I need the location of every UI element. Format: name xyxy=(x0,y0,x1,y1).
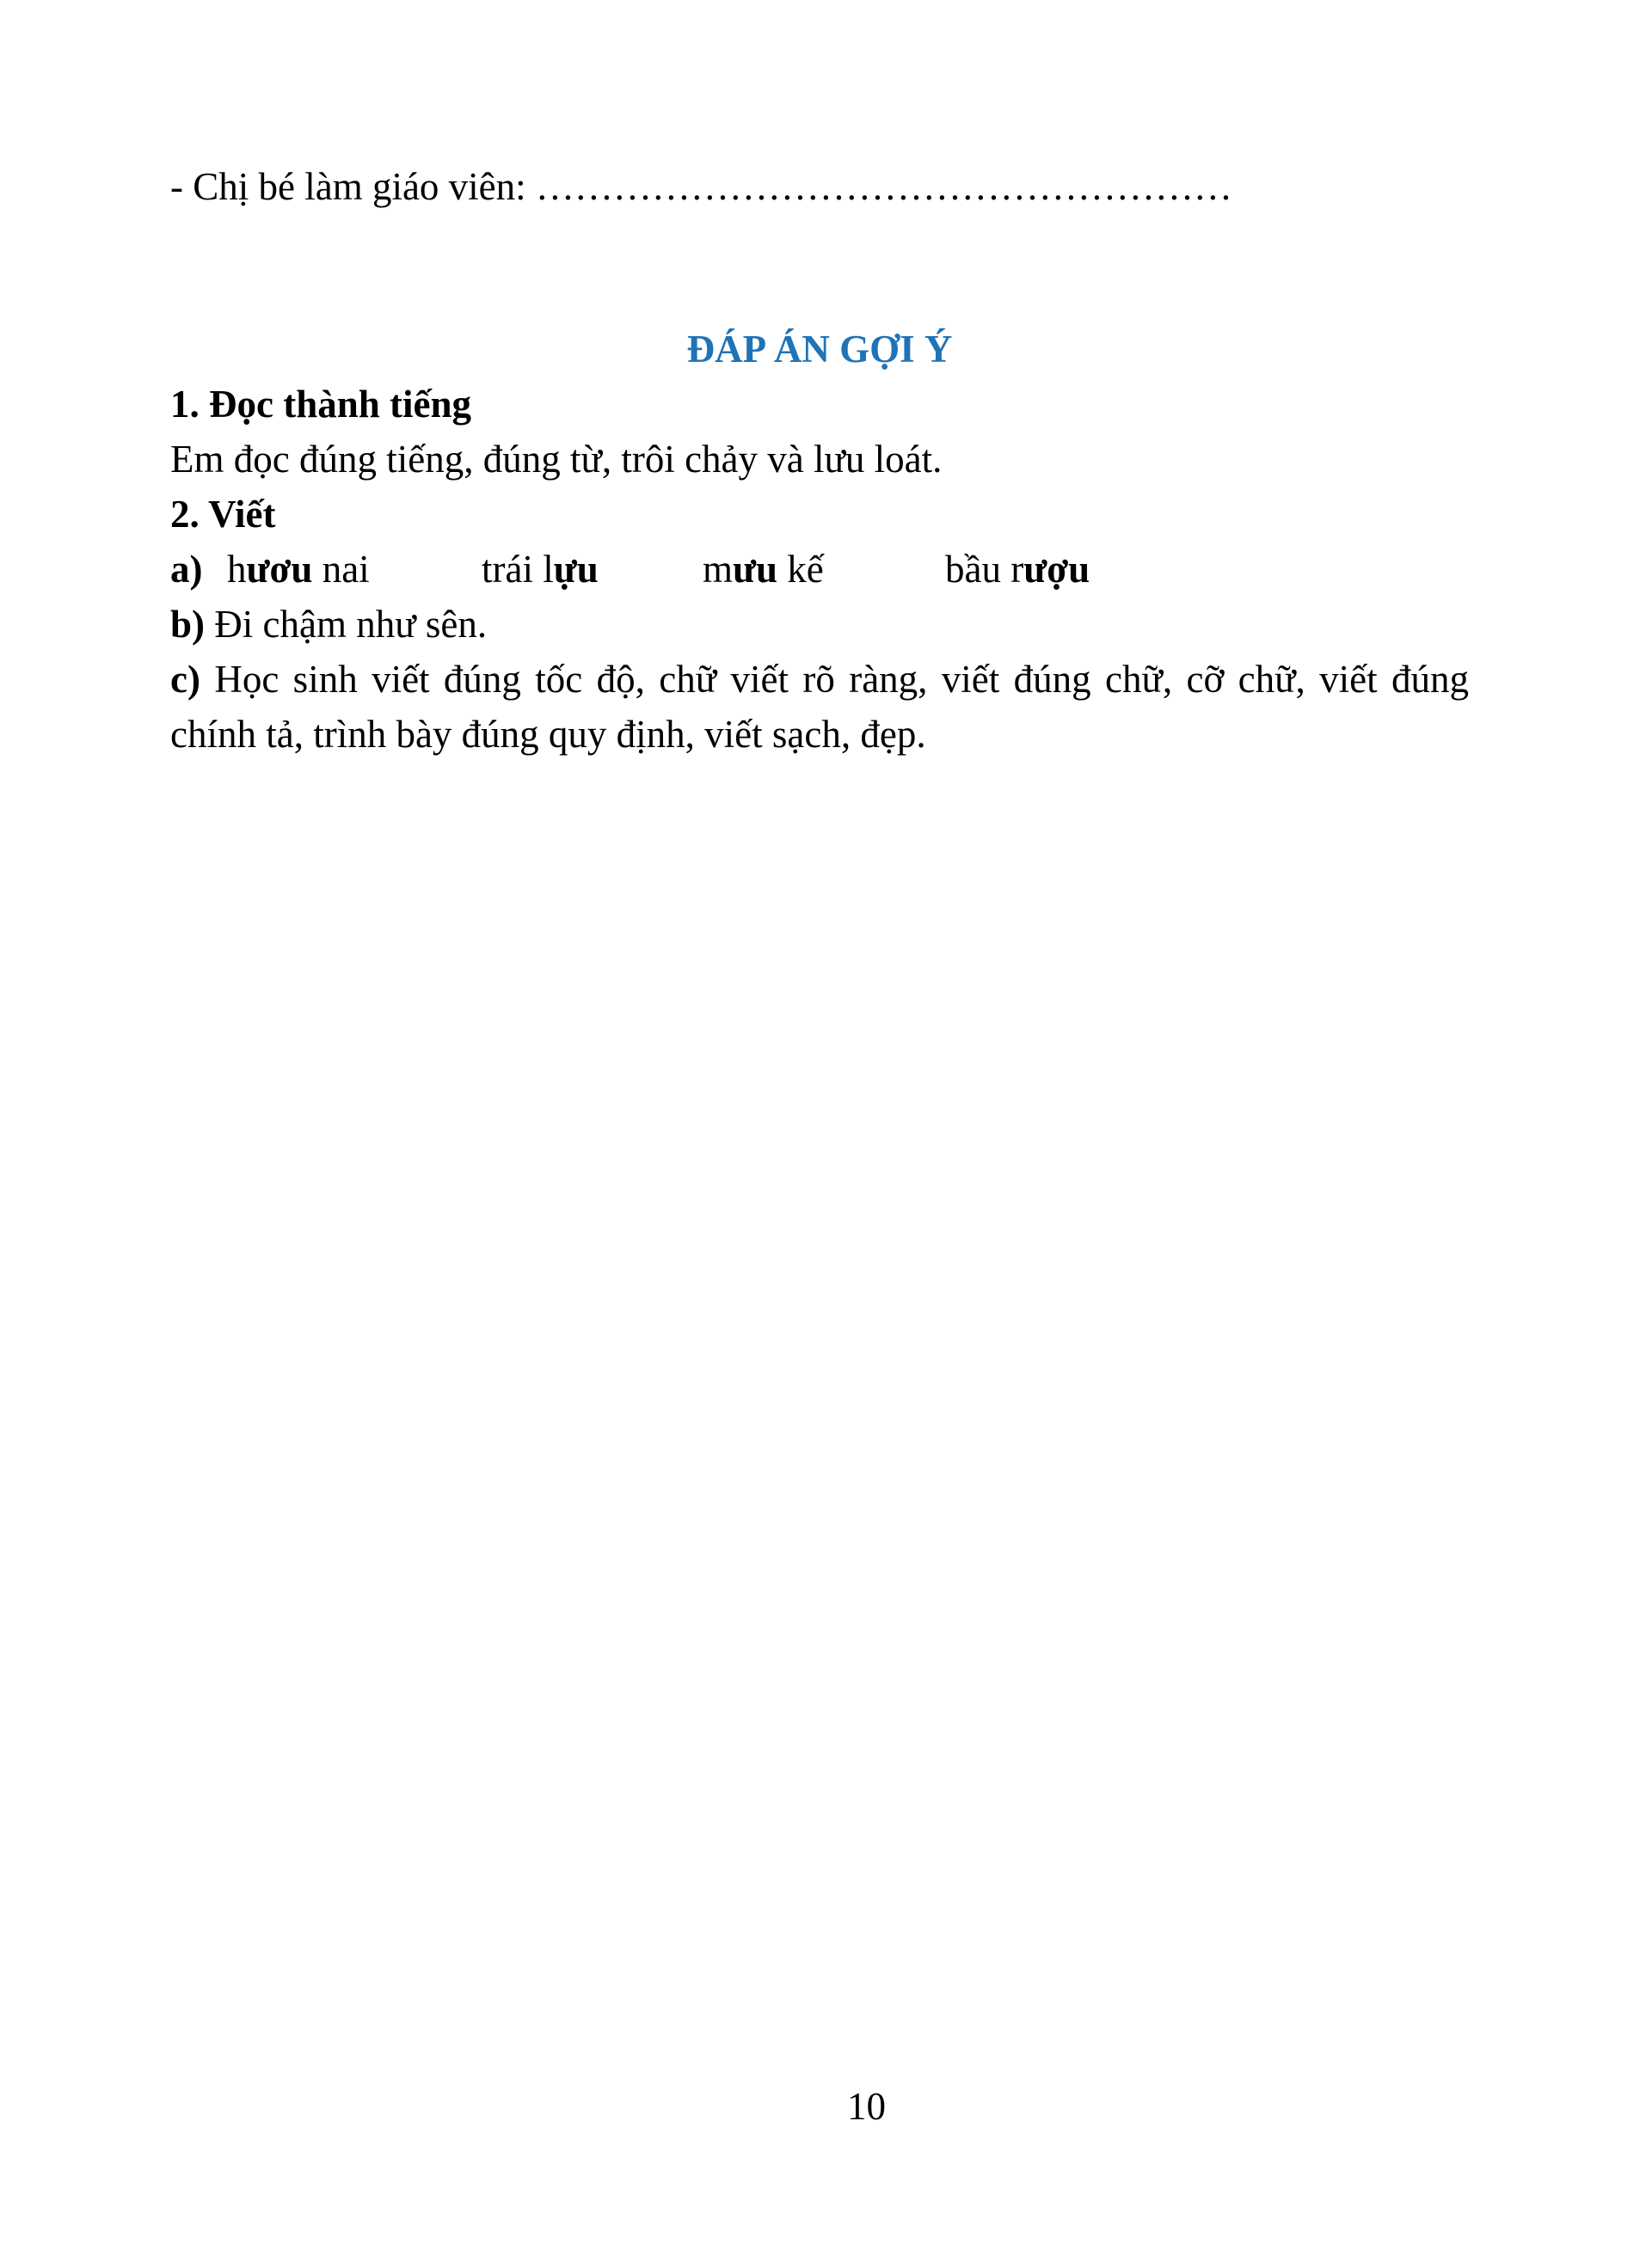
part-a-label: a) xyxy=(170,548,203,591)
answer-word-4 xyxy=(945,542,1169,597)
part-c-label: c) xyxy=(170,658,200,701)
part-c-row xyxy=(170,652,1469,762)
answer-word-1-suffix: nai xyxy=(312,548,370,591)
part-b-label: b) xyxy=(170,603,206,646)
section-1-text: Em đọc đúng tiếng, đúng từ, trôi chảy và lưu loát. xyxy=(170,438,943,481)
part-c-text: Học sinh viết đúng tốc độ, chữ viết rõ ràng, viết đúng chữ, cỡ chữ, viết đúng chính tả, trình bày đúng quy định, viết sạch, đẹp. xyxy=(170,658,1469,756)
section-1-heading: 1. Đọc thành tiếng xyxy=(170,383,472,426)
answer-word-3-prefix: m xyxy=(703,548,734,591)
answer-word-1 xyxy=(227,542,482,597)
answer-word-1-prefix: h xyxy=(227,548,247,591)
part-b-row xyxy=(170,597,1469,652)
answer-word-2-prefix: trái l xyxy=(482,548,554,591)
answer-word-3-suffix: kế xyxy=(777,548,824,591)
spacer xyxy=(170,214,1469,322)
answer-word-2 xyxy=(482,542,703,597)
answer-word-1-rhyme: ươu xyxy=(246,548,313,591)
answer-word-4-prefix: bầu r xyxy=(945,548,1024,591)
section-2-heading: 2. Viết xyxy=(170,493,276,536)
part-a-row xyxy=(170,542,1469,597)
answer-word-2-rhyme: ựu xyxy=(553,548,599,591)
answer-word-3-rhyme: ưu xyxy=(733,548,778,591)
answer-word-4-rhyme: ượu xyxy=(1023,548,1090,591)
page-content xyxy=(170,159,1469,762)
part-b-text: Đi chậm như sên. xyxy=(205,603,488,646)
answer-word-3 xyxy=(703,542,945,597)
answer-title: ĐÁP ÁN GỢI Ý xyxy=(686,328,953,371)
page-number: 10 xyxy=(847,2085,886,2128)
teacher-line: - Chị bé làm giáo viên: ……………………………………………… xyxy=(170,165,1232,208)
